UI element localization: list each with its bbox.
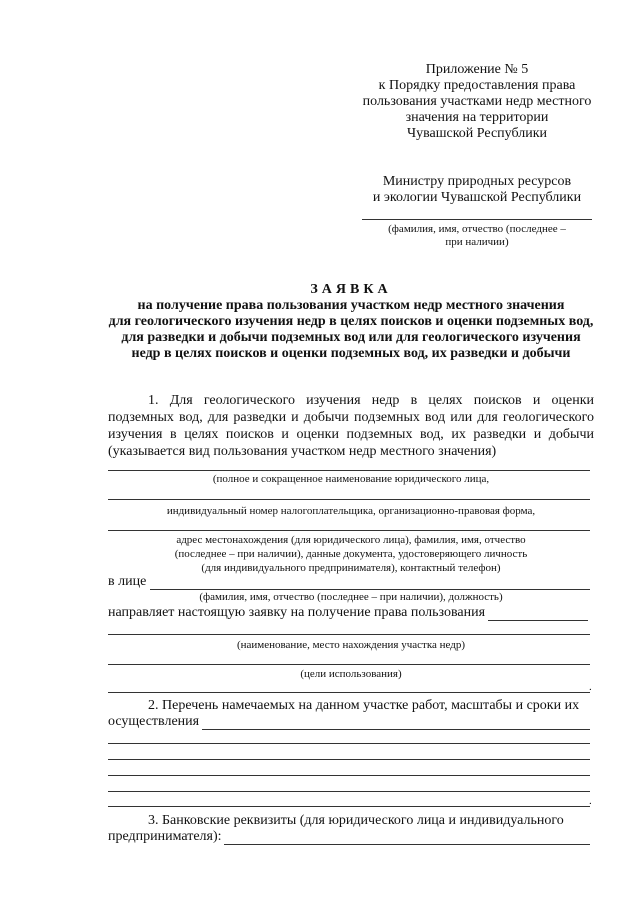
caption-address <box>108 533 594 575</box>
addressee-caption <box>352 223 602 249</box>
section-1-end-dot: . <box>589 681 592 693</box>
subtitle-line: на получение права пользования участком недр местного значения <box>137 298 565 313</box>
section-3-line-1: 3. Банковские реквизиты (для юридического лица и индивидуального <box>148 813 564 828</box>
section-3-label: предпринимателя): <box>108 829 222 844</box>
caption-inn: индивидуальный номер налогоплательщика, организационно-правовая форма, <box>166 505 536 517</box>
usage-right-fill-line[interactable] <box>488 620 588 621</box>
caption-plot: (наименование, место нахождения участка недр) <box>236 639 466 651</box>
applicant-fill-line-3[interactable] <box>108 530 590 531</box>
section-1-end-line[interactable] <box>108 692 590 693</box>
works-fill-line-3[interactable] <box>108 775 590 776</box>
caption-address-line: (последнее – при наличии), данные документа, удостоверяющего личность <box>174 548 528 560</box>
works-fill-line-1[interactable] <box>108 743 590 744</box>
section-2-end-dot: . <box>589 795 592 807</box>
section-1-text: 1. Для геологического изучения недр в целях поисков и оценки подземных вод, для разведки и добычи подземных вод или для геологического изучения в целях поисков и оценки подземных вод, их разведки и добычи (указывается вид пользования участком недр местного значения) <box>108 393 594 459</box>
works-fill-line-0[interactable] <box>202 729 590 730</box>
document-subtitle <box>108 298 594 362</box>
appendix-block <box>352 62 602 142</box>
addressee-caption-line: при наличии) <box>445 236 509 248</box>
appendix-line: Приложение № 5 <box>425 62 529 77</box>
sends-application-text: направляет настоящую заявку на получение права пользования <box>108 605 486 620</box>
in-person-label: в лице <box>108 574 147 589</box>
appendix-line: значения на территории <box>405 110 549 125</box>
plot-fill-line[interactable] <box>108 634 590 635</box>
addressee-block <box>352 174 602 206</box>
addressee-fill-line[interactable] <box>362 219 592 220</box>
section-2-label: осуществления <box>108 714 200 729</box>
caption-purpose: (цели использования) <box>300 668 402 680</box>
addressee-line: и экологии Чувашской Республики <box>372 190 582 205</box>
bank-details-fill-line[interactable] <box>224 844 590 845</box>
addressee-caption-line: (фамилия, имя, отчество (последнее – <box>388 223 566 235</box>
subtitle-line: для разведки и добычи подземных вод или для геологического изучения <box>121 330 581 345</box>
works-fill-line-5[interactable] <box>108 806 590 807</box>
subtitle-line: недр в целях поисков и оценки подземных вод, их разведки и добычи <box>131 346 571 361</box>
caption-address-line: адрес местонахождения (для юридического лица), фамилия, имя, отчество <box>176 534 526 546</box>
caption-organization-name: (полное и сокращенное наименование юридического лица, <box>212 473 490 485</box>
caption-address-line: (для индивидуального предпринимателя), контактный телефон) <box>201 562 501 574</box>
addressee-line: Министру природных ресурсов <box>382 174 572 189</box>
subtitle-line: для геологического изучения недр в целях поисков и оценки подземных вод, <box>108 314 594 329</box>
applicant-fill-line-2[interactable] <box>108 499 590 500</box>
appendix-line: пользования участками недр местного <box>362 94 592 109</box>
purpose-fill-line[interactable] <box>108 664 590 665</box>
document-title: ЗАЯВКА <box>310 282 392 297</box>
section-2-line-1: 2. Перечень намечаемых на данном участке работ, масштабы и сроки их <box>148 698 580 713</box>
appendix-line: к Порядку предоставления права <box>378 78 576 93</box>
caption-representative: (фамилия, имя, отчество (последнее – при наличии), должность) <box>199 591 503 603</box>
applicant-fill-line-1[interactable] <box>108 470 590 471</box>
works-fill-line-2[interactable] <box>108 759 590 760</box>
works-fill-line-4[interactable] <box>108 791 590 792</box>
appendix-line: Чувашской Республики <box>406 126 548 141</box>
